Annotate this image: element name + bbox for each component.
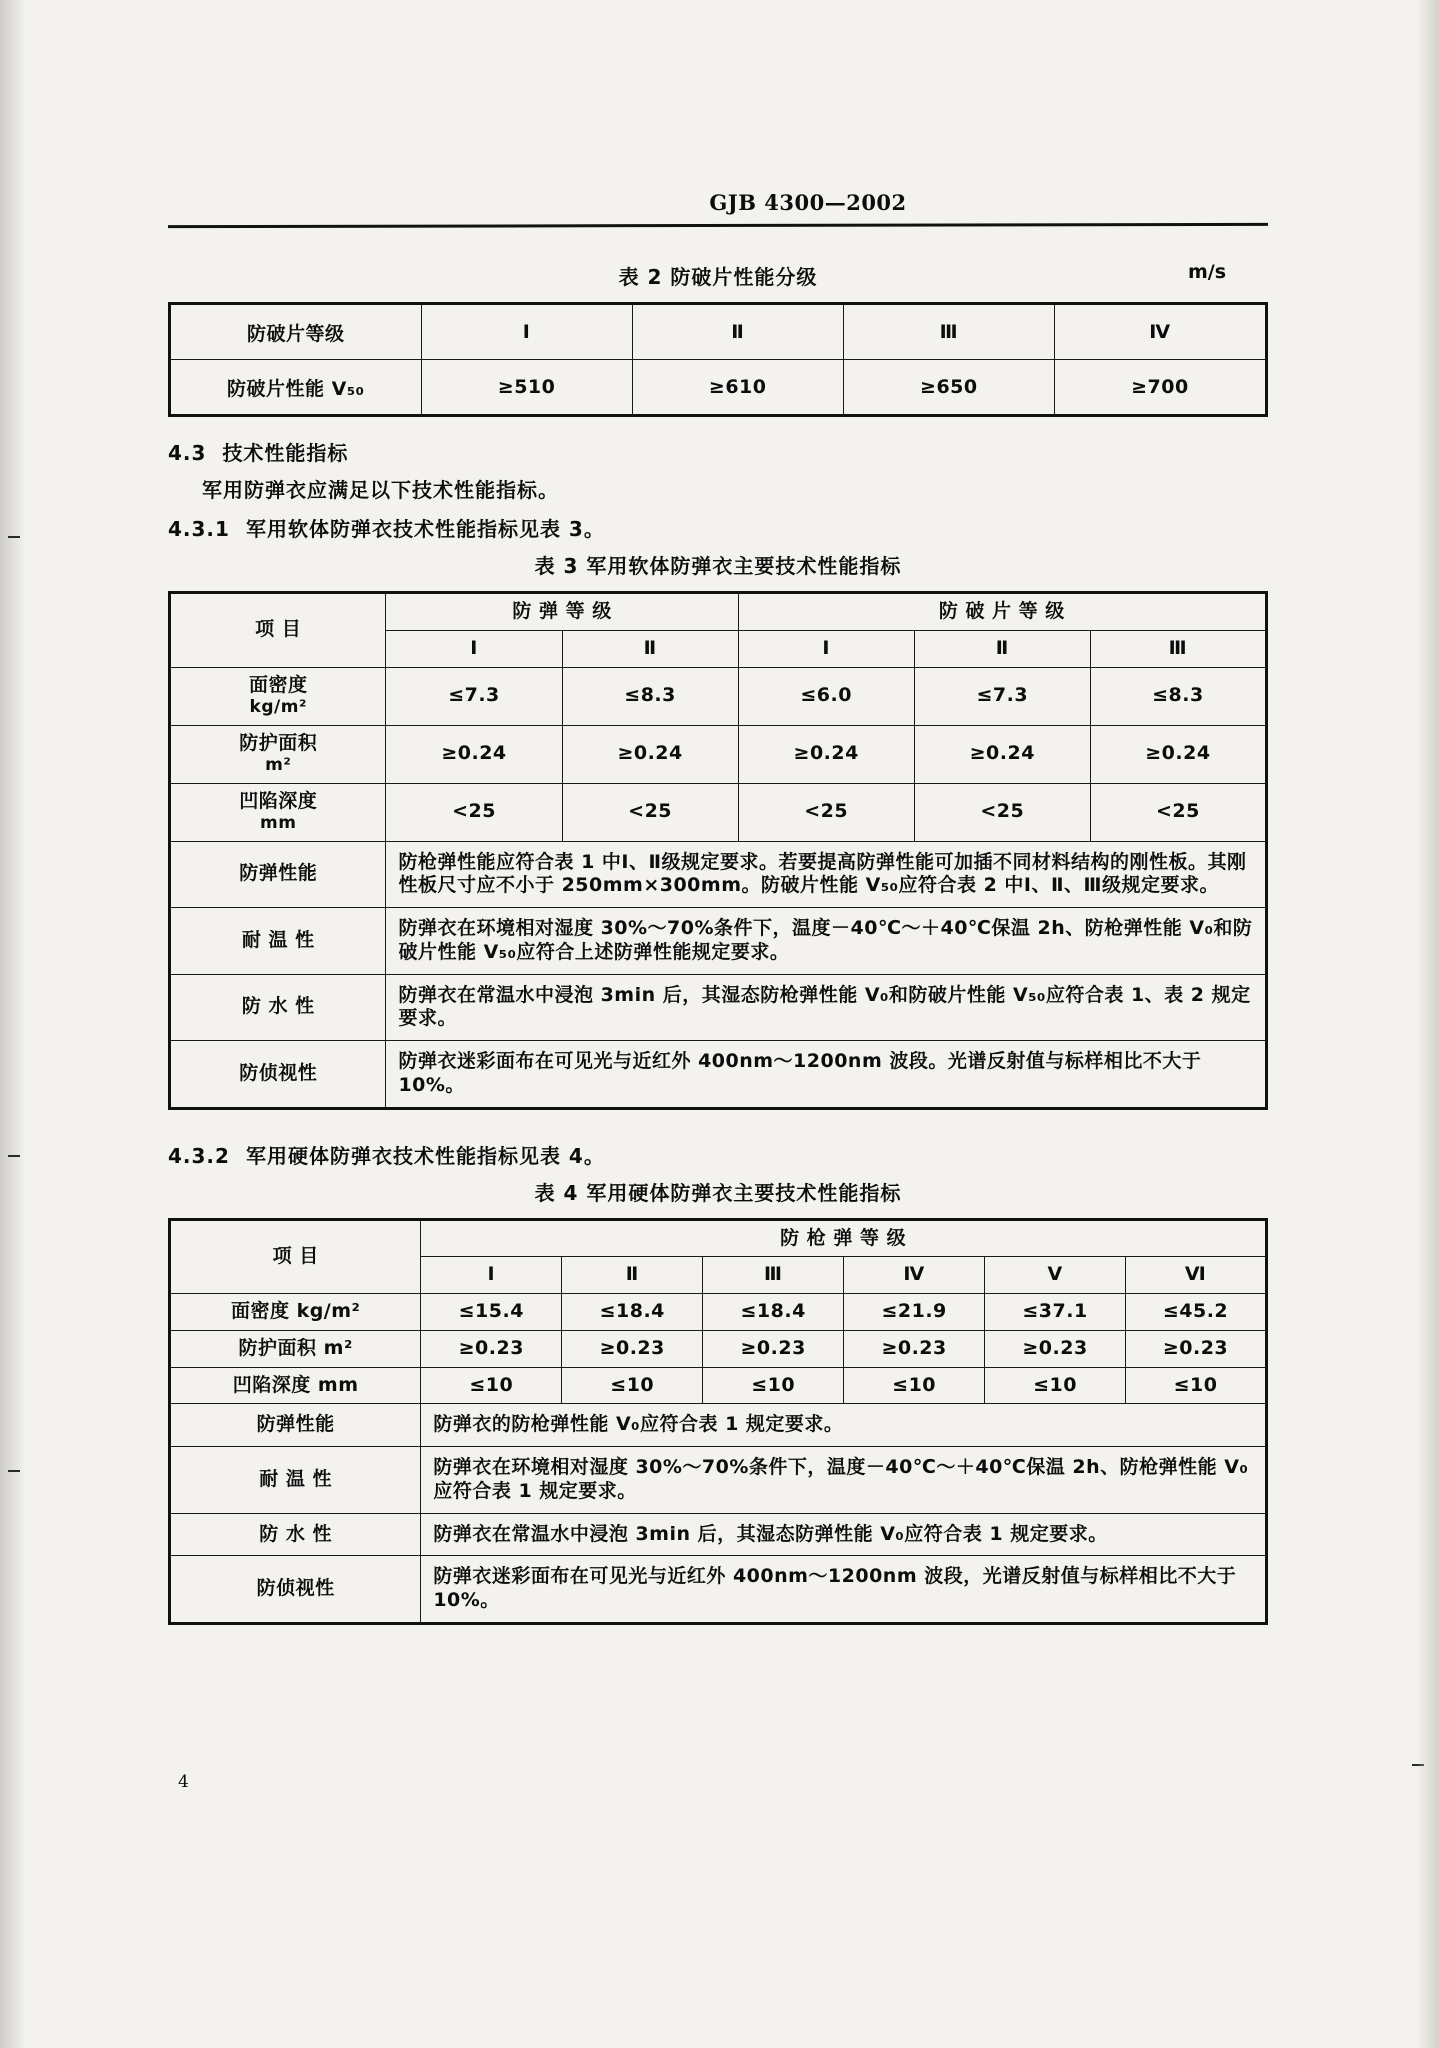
- table4-row1-col5: ≥0.23: [1126, 1330, 1267, 1367]
- table2-row0-col2: Ⅲ: [843, 304, 1054, 360]
- table-row: [170, 1041, 1267, 1109]
- table3-row1-label-text: 防护面积: [239, 731, 318, 754]
- table3-grade-2-2: Ⅱ: [914, 630, 1090, 667]
- table3-row2-label: [170, 783, 386, 841]
- table-row: [170, 1556, 1267, 1624]
- table3-row0-col3: ≤7.3: [914, 667, 1090, 725]
- table4-row2-col5: ≤10: [1126, 1367, 1267, 1404]
- table2: [168, 302, 1268, 417]
- section-4-3-title: 技术性能指标: [222, 441, 349, 465]
- margin-tick: [8, 1155, 20, 1157]
- table4-item-header: 项 目: [170, 1219, 421, 1294]
- margin-tick: [8, 1470, 20, 1472]
- table-row: [170, 841, 1267, 908]
- table4-header-row-group: [170, 1219, 1267, 1257]
- table4-grade-2: Ⅲ: [703, 1257, 844, 1294]
- section-4-3-2-text: 军用硬体防弹衣技术性能指标见表 4。: [245, 1143, 605, 1168]
- margin-tick: [8, 536, 20, 538]
- table4-row2-col3: ≤10: [844, 1367, 985, 1404]
- table4-row1-col1: ≥0.23: [562, 1330, 703, 1367]
- table4-row2-col1: ≤10: [562, 1367, 703, 1404]
- table3-grade-1-1: Ⅰ: [386, 630, 562, 667]
- table-row: [170, 1404, 1267, 1447]
- section-4-3-2-number: 4.3.2: [168, 1143, 230, 1168]
- table3-textrow1-label: 耐 温 性: [170, 908, 386, 975]
- table3-row1-col0: ≥0.24: [386, 725, 562, 783]
- table3-textrow0-text: 防枪弹性能应符合表 1 中Ⅰ、Ⅱ级规定要求。若要提高防弹性能可加插不同材料结构的刚性板。其刚性板尺寸应不小于 250mm×300mm。防破片性能 V₅₀应符合表 2 中Ⅰ、Ⅱ、Ⅲ级规定要求。: [386, 841, 1267, 908]
- table2-unit: m/s: [1187, 261, 1226, 283]
- table3-item-header: 项 目: [170, 593, 386, 668]
- table3-row1-label: [170, 725, 386, 783]
- table4-textrow1-text: 防弹衣在环境相对湿度 30%～70%条件下，温度－40℃～＋40℃保温 2h、防枪弹性能 V₀应符合表 1 规定要求。: [421, 1447, 1267, 1514]
- table4-grade-4: Ⅴ: [985, 1257, 1126, 1294]
- table4-row0-col0: ≤15.4: [421, 1294, 562, 1331]
- table3-textrow2-label: 防 水 性: [170, 974, 386, 1041]
- table4-caption: 表 4 军用硬体防弹衣主要技术性能指标: [534, 1180, 902, 1205]
- table-row: [170, 1447, 1267, 1514]
- table4-textrow0-text: 防弹衣的防枪弹性能 V₀应符合表 1 规定要求。: [421, 1404, 1267, 1447]
- table3-row2-unit: mm: [260, 813, 297, 834]
- table4-row0-col2: ≤18.4: [703, 1294, 844, 1331]
- table4-textrow3-label: 防侦视性: [170, 1556, 421, 1624]
- table3-textrow0-label: 防弹性能: [170, 841, 386, 908]
- table4-row0-col3: ≤21.9: [844, 1294, 985, 1331]
- table3-row0-label-text: 面密度: [248, 673, 308, 696]
- section-4-3-1-heading: [168, 513, 1268, 542]
- table2-row0-label: 防破片等级: [170, 304, 422, 360]
- table3-row0-col2: ≤6.0: [738, 667, 914, 725]
- table4-row0-col1: ≤18.4: [562, 1294, 703, 1331]
- section-4-3-1-number: 4.3.1: [168, 517, 230, 541]
- table3-row0-col1: ≤8.3: [562, 667, 738, 725]
- table4-row2-label: 凹陷深度 mm: [170, 1367, 421, 1404]
- page-header: GJB 4300—2002: [709, 190, 907, 215]
- table3-row2-col2: <25: [738, 783, 914, 841]
- table2-row0-col1: Ⅱ: [632, 304, 843, 360]
- header-rule: [168, 223, 1268, 228]
- table3: [168, 591, 1268, 1110]
- table4-row0-label: 面密度 kg/m²: [170, 1294, 421, 1331]
- table4-grade-5: Ⅵ: [1126, 1257, 1267, 1294]
- table3-row2-col3: <25: [914, 783, 1090, 841]
- table2-row1-col1: ≥610: [632, 360, 843, 416]
- table3-row2-col0: <25: [386, 783, 562, 841]
- table4-row1-label: 防护面积 m²: [170, 1330, 421, 1367]
- table3-row1-col1: ≥0.24: [562, 725, 738, 783]
- table3-row0-col0: ≤7.3: [386, 667, 562, 725]
- table-row: [170, 1367, 1267, 1404]
- table3-group2-header: 防 破 片 等 级: [738, 593, 1266, 631]
- table4-row0-col4: ≤37.1: [985, 1294, 1126, 1331]
- section-4-3-1-text: 军用软体防弹衣技术性能指标见表 3。: [245, 517, 605, 541]
- table2-caption: [168, 261, 1268, 290]
- page-number: 4: [178, 1772, 189, 1792]
- table-row: [170, 304, 1267, 360]
- table2-row0-col0: Ⅰ: [421, 304, 632, 360]
- section-4-3-number: 4.3: [168, 441, 207, 465]
- table3-textrow3-label: 防侦视性: [170, 1041, 386, 1109]
- table3-row2-col1: <25: [562, 783, 738, 841]
- table-row: [170, 667, 1267, 725]
- table2-caption-text: 表 2 防破片性能分级: [618, 265, 818, 289]
- table4-row2-col2: ≤10: [703, 1367, 844, 1404]
- table-row: [170, 908, 1267, 975]
- table3-group1-header: 防 弹 等 级: [386, 593, 738, 631]
- table4-grade-0: Ⅰ: [421, 1257, 562, 1294]
- table3-caption: 表 3 军用软体防弹衣主要技术性能指标: [534, 554, 902, 578]
- table2-row1-col3: ≥700: [1054, 360, 1266, 416]
- page-content: [168, 0, 1268, 1625]
- margin-tick: [1412, 1764, 1424, 1766]
- table3-row2-label-text: 凹陷深度: [239, 789, 318, 812]
- table4-row2-col4: ≤10: [985, 1367, 1126, 1404]
- table-row: [170, 783, 1267, 841]
- table3-grade-2-1: Ⅰ: [738, 630, 914, 667]
- table4-row1-col2: ≥0.23: [703, 1330, 844, 1367]
- table-row: [170, 974, 1267, 1041]
- table4-grade-3: Ⅳ: [844, 1257, 985, 1294]
- table4-row1-col0: ≥0.23: [421, 1330, 562, 1367]
- section-4-3-paragraph: 军用防弹衣应满足以下技术性能指标。: [202, 478, 559, 502]
- table3-header-row-groups: [170, 593, 1267, 631]
- table4-textrow1-label: 耐 温 性: [170, 1447, 421, 1514]
- table4-textrow3-text: 防弹衣迷彩面布在可见光与近红外 400nm～1200nm 波段，光谱反射值与标样相比不大于 10%。: [421, 1556, 1267, 1624]
- table-row: [170, 1330, 1267, 1367]
- section-4-3-heading: [168, 437, 1268, 466]
- table3-textrow1-text: 防弹衣在环境相对湿度 30%～70%条件下，温度－40℃～＋40℃保温 2h、防枪弹性能 V₀和防破片性能 V₅₀应符合上述防弹性能规定要求。: [386, 908, 1267, 975]
- table4-row1-col4: ≥0.23: [985, 1330, 1126, 1367]
- table2-row1-label: 防破片性能 V₅₀: [170, 360, 422, 416]
- table3-row1-col3: ≥0.24: [914, 725, 1090, 783]
- table4-textrow0-label: 防弹性能: [170, 1404, 421, 1447]
- table3-row0-unit: kg/m²: [249, 697, 307, 718]
- table4-textrow2-text: 防弹衣在常温水中浸泡 3min 后，其湿态防弹性能 V₀应符合表 1 规定要求。: [421, 1513, 1267, 1556]
- table2-row0-col3: Ⅳ: [1054, 304, 1266, 360]
- table4-textrow2-label: 防 水 性: [170, 1513, 421, 1556]
- table-row: [170, 360, 1267, 416]
- table3-row1-unit: m²: [265, 755, 292, 776]
- table4: [168, 1218, 1268, 1625]
- section-4-3-2-heading: [168, 1140, 1268, 1169]
- table3-row2-col4: <25: [1090, 783, 1266, 841]
- table4-grade-1: Ⅱ: [562, 1257, 703, 1294]
- table2-row1-col0: ≥510: [421, 360, 632, 416]
- table3-grade-2-3: Ⅲ: [1090, 630, 1266, 667]
- table3-row0-label: [170, 667, 386, 725]
- table3-grade-1-2: Ⅱ: [562, 630, 738, 667]
- table4-row2-col0: ≤10: [421, 1367, 562, 1404]
- table3-row0-col4: ≤8.3: [1090, 667, 1266, 725]
- table4-group-header: 防 枪 弹 等 级: [421, 1219, 1267, 1257]
- table4-row1-col3: ≥0.23: [844, 1330, 985, 1367]
- table3-row1-col2: ≥0.24: [738, 725, 914, 783]
- table-row: [170, 1294, 1267, 1331]
- table-row: [170, 725, 1267, 783]
- table4-row0-col5: ≤45.2: [1126, 1294, 1267, 1331]
- table3-textrow3-text: 防弹衣迷彩面布在可见光与近红外 400nm～1200nm 波段。光谱反射值与标样相比不大于 10%。: [386, 1041, 1267, 1109]
- table2-row1-col2: ≥650: [843, 360, 1054, 416]
- table-row: [170, 1513, 1267, 1556]
- table3-textrow2-text: 防弹衣在常温水中浸泡 3min 后，其湿态防枪弹性能 V₀和防破片性能 V₅₀应符合表 1、表 2 规定要求。: [386, 974, 1267, 1041]
- table3-row1-col4: ≥0.24: [1090, 725, 1266, 783]
